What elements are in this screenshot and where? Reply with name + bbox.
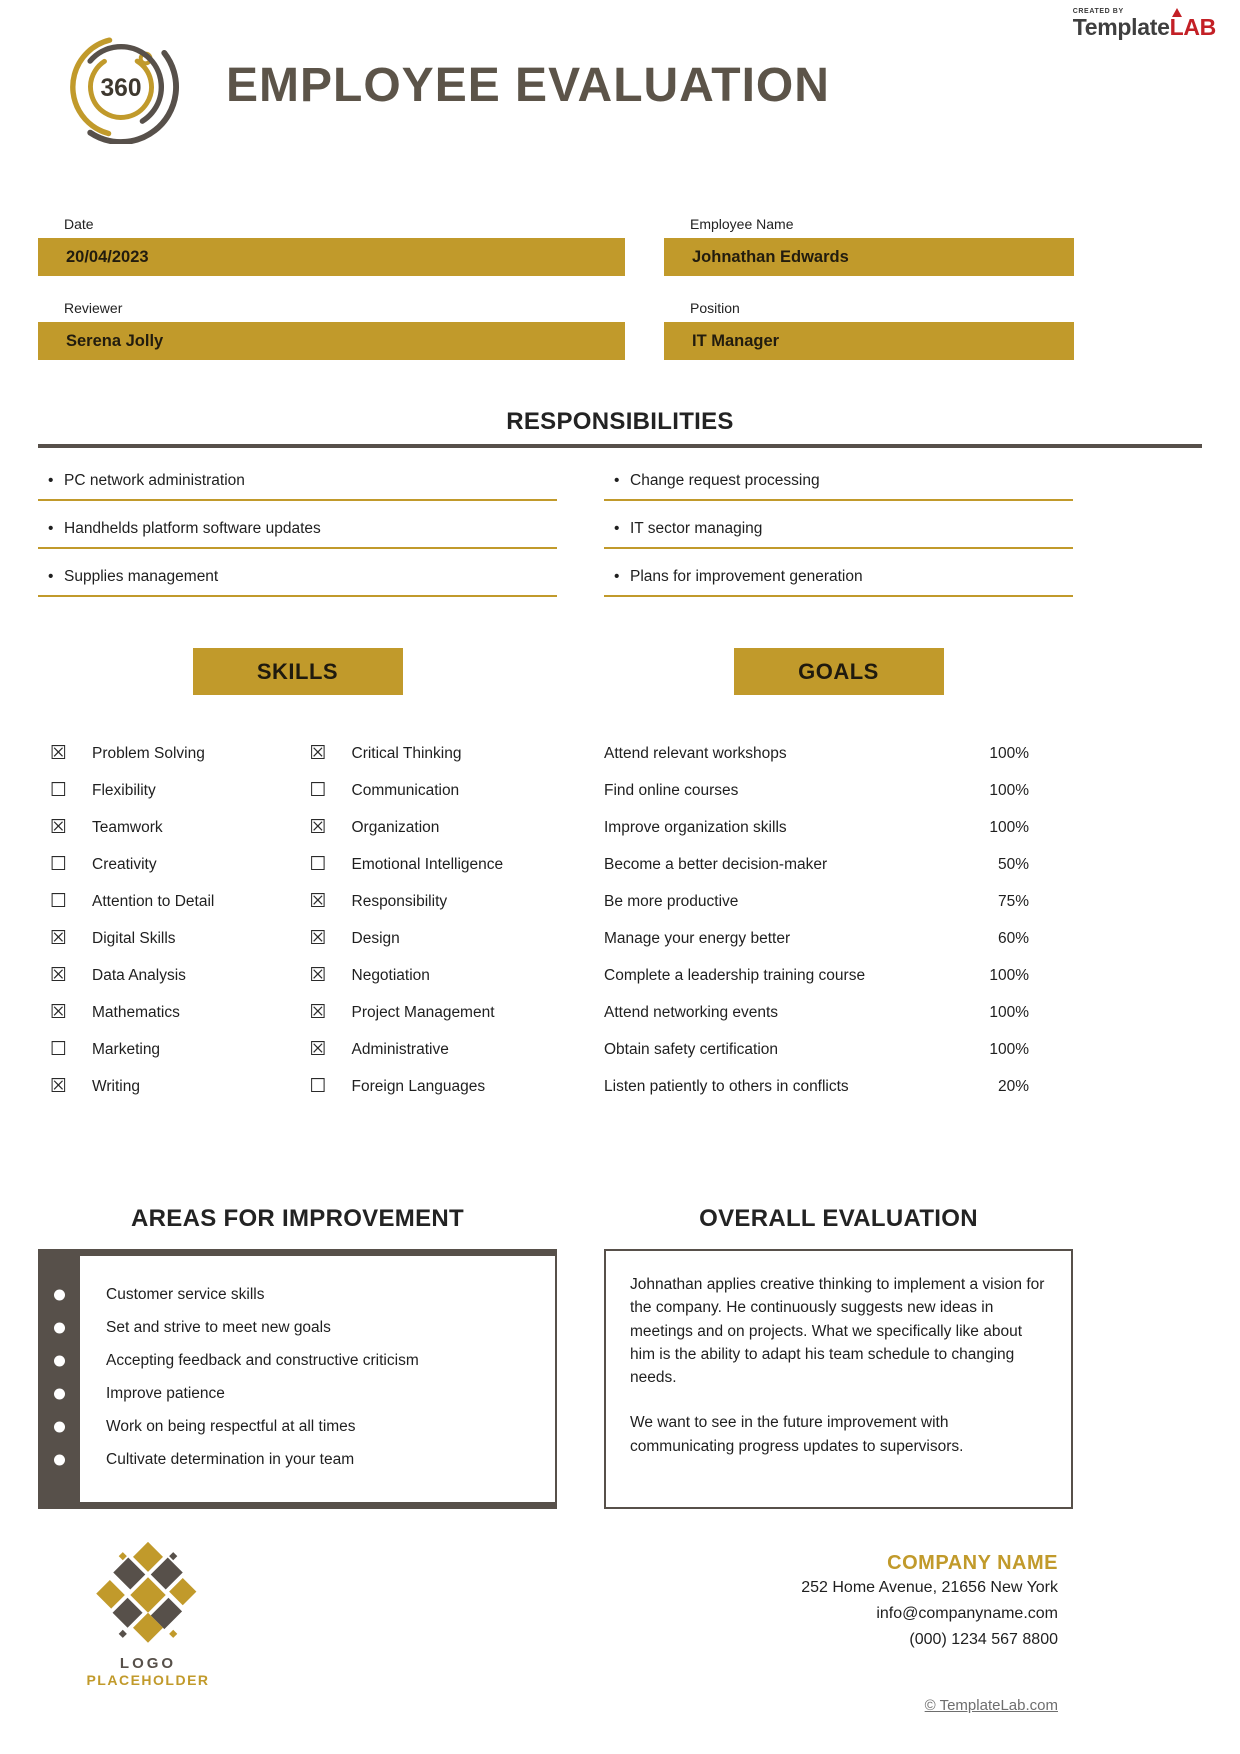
skills-lists — [38, 735, 557, 1105]
checkbox-icon[interactable]: ☒ — [309, 1001, 327, 1023]
responsibility-item — [604, 472, 1073, 501]
goal-percent: 50% — [997, 855, 1029, 873]
skill-item — [298, 809, 558, 846]
checkbox-icon[interactable]: ☐ — [50, 779, 68, 801]
responsibility-item — [38, 568, 557, 597]
goal-item — [604, 735, 1073, 772]
logo-360-text: 360 — [100, 74, 142, 102]
checkbox-icon[interactable]: ☒ — [50, 1001, 68, 1023]
skill-label: Data Analysis — [92, 966, 186, 984]
goal-item — [604, 1068, 1073, 1105]
responsibilities-right-list — [604, 472, 1073, 616]
responsibility-item — [38, 472, 557, 501]
company-name: COMPANY NAME — [887, 1552, 1058, 1574]
skill-label: Attention to Detail — [92, 892, 215, 910]
overall-column — [604, 1205, 1073, 1509]
checkbox-icon[interactable]: ☒ — [50, 927, 68, 949]
responsibility-text: IT sector managing — [630, 520, 763, 537]
responsibility-text: Change request processing — [630, 472, 820, 489]
bullet-icon: • — [614, 472, 620, 489]
goal-label: Manage your energy better — [604, 929, 791, 947]
skill-item — [38, 1068, 298, 1105]
bullet-dot-icon — [54, 1355, 65, 1366]
checkbox-icon[interactable]: ☐ — [309, 853, 327, 875]
skill-item — [298, 994, 558, 1031]
templatelab-logo — [1073, 8, 1216, 39]
lab-flask-icon — [1172, 8, 1182, 17]
company-phone: (000) 1234 567 8800 — [909, 1631, 1058, 1648]
checkbox-icon[interactable]: ☐ — [50, 853, 68, 875]
skill-item — [298, 883, 558, 920]
skill-label: Problem Solving — [92, 744, 205, 762]
goal-percent: 60% — [997, 929, 1029, 947]
diamond-logo-icon — [95, 1542, 201, 1648]
improvement-text: Cultivate determination in your team — [106, 1450, 355, 1468]
goal-label: Improve organization skills — [604, 818, 787, 836]
skill-item — [38, 994, 298, 1031]
bullet-dot-icon — [54, 1421, 65, 1432]
brand-template-text: Template — [1072, 14, 1170, 40]
checkbox-icon[interactable]: ☒ — [309, 742, 327, 764]
document-header — [62, 26, 830, 144]
skill-label: Project Management — [351, 1003, 495, 1021]
goal-percent: 20% — [997, 1077, 1029, 1095]
improvement-item — [38, 1377, 555, 1410]
skills-column — [38, 648, 557, 1105]
reviewer-label: Reviewer — [64, 300, 123, 316]
skill-label: Organization — [351, 818, 440, 836]
checkbox-icon[interactable]: ☒ — [309, 964, 327, 986]
document-footer — [78, 1542, 1058, 1688]
goals-list — [604, 735, 1073, 1105]
360-degree-logo-icon — [62, 26, 180, 144]
goal-label: Become a better decision-maker — [604, 855, 828, 873]
reviewer-value-field[interactable]: Serena Jolly — [38, 322, 625, 360]
responsibility-item — [604, 568, 1073, 597]
skill-label: Creativity — [92, 855, 157, 873]
skill-label: Design — [351, 929, 400, 947]
checkbox-icon[interactable]: ☒ — [50, 742, 68, 764]
skill-item — [298, 1068, 558, 1105]
responsibility-text: Supplies management — [64, 568, 219, 585]
logo-placeholder — [78, 1542, 218, 1688]
bullet-icon: • — [614, 520, 620, 537]
checkbox-icon[interactable]: ☐ — [309, 1075, 327, 1097]
checkbox-icon[interactable]: ☐ — [50, 1038, 68, 1060]
checkbox-icon[interactable]: ☐ — [309, 779, 327, 801]
skill-label: Communication — [351, 781, 460, 799]
logo-placeholder-line2: PLACEHOLDER — [86, 1672, 210, 1688]
skill-label: Administrative — [351, 1040, 449, 1058]
goal-item — [604, 957, 1073, 994]
bullet-dot-icon — [54, 1388, 65, 1399]
bottom-section — [38, 1205, 1073, 1509]
templatelab-wordmark — [1073, 15, 1216, 39]
employee-name-label: Employee Name — [690, 216, 794, 232]
goal-percent: 100% — [989, 966, 1029, 984]
checkbox-icon[interactable]: ☒ — [309, 816, 327, 838]
improvement-text: Improve patience — [106, 1384, 225, 1402]
goals-header: GOALS — [734, 648, 944, 695]
responsibility-item — [38, 520, 557, 549]
responsibility-text: Plans for improvement generation — [630, 568, 863, 585]
improvement-text: Customer service skills — [106, 1285, 265, 1303]
skill-item — [38, 1031, 298, 1068]
skill-label: Teamwork — [92, 818, 163, 836]
improvement-text: Set and strive to meet new goals — [106, 1318, 331, 1336]
improvement-title: AREAS FOR IMPROVEMENT — [131, 1205, 464, 1232]
checkbox-icon[interactable]: ☒ — [309, 890, 327, 912]
goal-item — [604, 1031, 1073, 1068]
skill-item — [298, 1031, 558, 1068]
skills-goals-section — [38, 648, 1073, 1105]
checkbox-icon[interactable]: ☒ — [50, 1075, 68, 1097]
skill-item — [38, 846, 298, 883]
responsibility-text: Handhelds platform software updates — [64, 520, 321, 537]
goal-label: Be more productive — [604, 892, 739, 910]
overall-paragraph: We want to see in the future improvement with communicating progress updates to supervisors. — [630, 1414, 964, 1455]
skill-label: Writing — [92, 1077, 140, 1095]
improvement-item — [38, 1344, 555, 1377]
date-label: Date — [64, 216, 94, 232]
improvement-box — [38, 1249, 557, 1509]
responsibilities-divider — [38, 444, 1202, 448]
form-fields — [38, 216, 1074, 360]
skills-header: SKILLS — [193, 648, 403, 695]
skill-label: Marketing — [92, 1040, 161, 1058]
skill-item — [298, 957, 558, 994]
goal-label: Obtain safety certification — [604, 1040, 779, 1058]
brand-lab-text: LAB — [1169, 14, 1216, 40]
skill-item — [298, 846, 558, 883]
field-date — [38, 216, 625, 276]
improvement-text: Accepting feedback and constructive criticism — [106, 1351, 419, 1369]
skill-label: Emotional Intelligence — [351, 855, 504, 873]
skill-item — [38, 772, 298, 809]
overall-box — [604, 1249, 1073, 1509]
goal-item — [604, 809, 1073, 846]
checkbox-icon[interactable]: ☒ — [50, 816, 68, 838]
goal-percent: 100% — [989, 1040, 1029, 1058]
date-value-field[interactable]: 20/04/2023 — [38, 238, 625, 276]
goal-item — [604, 846, 1073, 883]
goal-label: Attend networking events — [604, 1003, 779, 1021]
improvement-item — [38, 1278, 555, 1311]
improvement-text: Work on being respectful at all times — [106, 1417, 356, 1435]
skill-item — [38, 809, 298, 846]
company-email: info@companyname.com — [876, 1605, 1058, 1622]
bullet-dot-icon — [54, 1322, 65, 1333]
created-by-label: CREATED BY — [1072, 8, 1124, 15]
checkbox-icon[interactable]: ☒ — [50, 964, 68, 986]
bullet-icon: • — [48, 568, 54, 585]
responsibilities-lists — [38, 472, 1073, 616]
goal-label: Find online courses — [604, 781, 739, 799]
improvement-item — [38, 1443, 555, 1476]
responsibilities-left-list — [38, 472, 557, 616]
skill-label: Critical Thinking — [351, 744, 462, 762]
employee-name-value-field[interactable]: Johnathan Edwards — [664, 238, 1074, 276]
position-value-field[interactable]: IT Manager — [664, 322, 1074, 360]
checkbox-icon[interactable]: ☐ — [50, 890, 68, 912]
goal-percent: 100% — [989, 1003, 1029, 1021]
company-info — [801, 1552, 1058, 1688]
responsibility-item — [604, 520, 1073, 549]
skill-item — [38, 920, 298, 957]
goal-label: Complete a leadership training course — [604, 966, 866, 984]
skill-item — [298, 920, 558, 957]
page-title: EMPLOYEE EVALUATION — [226, 58, 830, 112]
goal-percent: 75% — [997, 892, 1029, 910]
skills-list-2 — [298, 735, 558, 1105]
bullet-icon: • — [48, 520, 54, 537]
skill-label: Mathematics — [92, 1003, 180, 1021]
goal-percent: 100% — [989, 744, 1029, 762]
goals-column — [604, 648, 1073, 1105]
skill-item — [298, 735, 558, 772]
copyright-link[interactable]: © TemplateLab.com — [924, 1697, 1058, 1714]
overall-title: OVERALL EVALUATION — [699, 1205, 978, 1232]
goal-item — [604, 772, 1073, 809]
company-address: 252 Home Avenue, 21656 New York — [801, 1579, 1058, 1596]
skill-label: Flexibility — [92, 781, 156, 799]
improvement-column — [38, 1205, 557, 1509]
field-reviewer — [38, 300, 625, 360]
skill-item — [298, 772, 558, 809]
logo-placeholder-line1: LOGO — [119, 1655, 177, 1672]
goal-label: Listen patiently to others in conflicts — [604, 1077, 849, 1095]
improvement-item — [38, 1311, 555, 1344]
goal-item — [604, 920, 1073, 957]
overall-paragraph: Johnathan applies creative thinking to implement a vision for the company. He continuously suggests new ideas in meetings and on projects. What we specifically like about him is the ability to adapt his team schedule to changing needs. — [630, 1276, 1045, 1386]
skill-label: Digital Skills — [92, 929, 176, 947]
bullet-icon: • — [48, 472, 54, 489]
goal-label: Attend relevant workshops — [604, 744, 787, 762]
skill-item — [38, 957, 298, 994]
goal-percent: 100% — [989, 781, 1029, 799]
skill-item — [38, 883, 298, 920]
bullet-icon: • — [614, 568, 620, 585]
responsibilities-section — [38, 408, 1202, 616]
checkbox-icon[interactable]: ☒ — [309, 1038, 327, 1060]
skill-label: Foreign Languages — [351, 1077, 486, 1095]
skill-label: Responsibility — [351, 892, 448, 910]
position-label: Position — [690, 300, 740, 316]
bullet-dot-icon — [54, 1454, 65, 1465]
goal-percent: 100% — [989, 818, 1029, 836]
goal-item — [604, 883, 1073, 920]
responsibilities-title: RESPONSIBILITIES — [506, 408, 734, 435]
responsibility-text: PC network administration — [64, 472, 245, 489]
checkbox-icon[interactable]: ☒ — [309, 927, 327, 949]
skill-label: Negotiation — [351, 966, 430, 984]
field-position — [664, 300, 1074, 360]
bullet-dot-icon — [54, 1289, 65, 1300]
skill-item — [38, 735, 298, 772]
improvement-item — [38, 1410, 555, 1443]
skills-list-1 — [38, 735, 298, 1105]
goal-item — [604, 994, 1073, 1031]
field-employee-name — [664, 216, 1074, 276]
